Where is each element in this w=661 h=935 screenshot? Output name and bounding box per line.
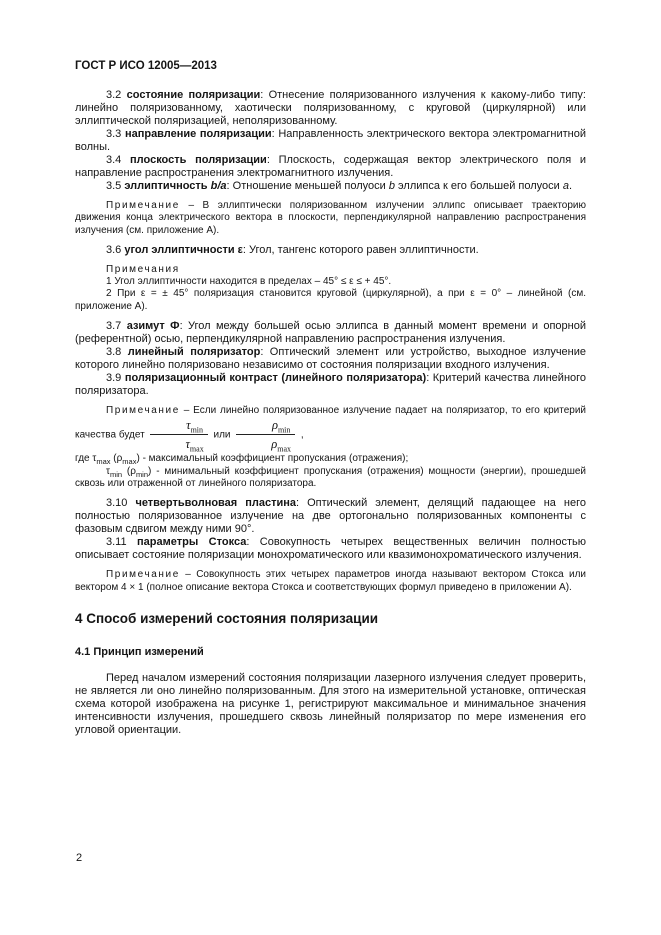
term-number: 3.11 — [106, 536, 127, 549]
where-line-max: где $\tau_{max}$ $(\rho_{max})$ - максимальный коэффициент пропускания (отражения); — [75, 453, 409, 467]
term-paragraph-3-5 — [75, 180, 586, 193]
term-name: четвертьволновая пластина — [135, 497, 296, 510]
term-name: плоскость поляризации — [130, 154, 267, 166]
note-label: Примечание — [106, 200, 180, 211]
document-title: ГОСТ Р ИСО 12005—2013 — [75, 60, 217, 72]
term-definition: : Оптический элемент или устройство, выходное излучение которого линейно поляризовано независимо от состояния поляризации входного излучения. — [75, 346, 587, 372]
note-dash: – — [183, 405, 190, 417]
note-3-9 — [75, 405, 586, 490]
term-number: 3.5 — [106, 180, 122, 192]
note-dash: – — [185, 569, 191, 581]
note-text: Совокупность этих четырех параметров иногда называют вектором Стокса или вектором 4 × 1 (полное описание вектора Стокса и соответствующих формул приведено в приложении А). — [75, 569, 587, 593]
note-item-2: 2 При ε = ± 45° поляризация становится круговой (циркулярной), а при ε = 0° – линейной (см. приложение А). — [75, 288, 586, 312]
term-name: направление поляризации — [124, 128, 272, 140]
note-text: Если линейно поляризованное излучение падает на поляризатор, то его критерий качества будет — [75, 405, 587, 442]
term-definition: : Критерий качества линейного поляризатора. — [75, 372, 587, 398]
term-number: 3.2 — [106, 89, 122, 101]
term-definition: : Плоскость, содержащая вектор электрического поля и направление распространения электромагнитного излучения. — [75, 154, 587, 179]
term-number: 3.10 — [106, 497, 128, 510]
fraction-tau: $\frac{\tau_{min}}{\tau_{max}}$ — [150, 418, 207, 452]
term-paragraph-3-8 — [75, 346, 586, 372]
note-label: Примечание — [106, 569, 180, 581]
where-line-min: $\tau_{min}$ $(\rho_{min})$ - минимальный коэффициент пропускания (отражения) мощности (энергии), прошедшей сквозь или отраженной от линейного поляризатора. — [75, 465, 586, 489]
note-3-5 — [75, 200, 586, 237]
note-label: Примечание — [106, 405, 180, 417]
term-paragraph-3-7 — [75, 320, 586, 346]
notes-label: Примечания — [106, 263, 180, 275]
term-number: 3.8 — [106, 346, 122, 359]
term-name: линейный поляризатор — [127, 346, 261, 359]
term-paragraph-3-3 — [75, 128, 586, 154]
note-item-1: 1 Угол эллиптичности находится в пределах – 45° ≤ ε ≤ + 45°. — [106, 276, 392, 288]
formula-where-list — [75, 453, 586, 490]
comma: , — [300, 430, 304, 442]
section-4-heading: 4 Способ измерений состояния поляризации — [75, 610, 379, 626]
term-paragraph-3-6 — [75, 244, 586, 257]
or-word: или — [213, 430, 231, 442]
term-definition: : Угол между большей осью эллипса в данный момент времени и опорной (референтной) осью, перпендикулярной направлению распространения излучения. — [75, 320, 587, 346]
term-name: эллиптичность — [124, 180, 208, 192]
note-text: В эллиптически поляризованном излучении эллипс описывает траекторию движения конца электрического вектора в плоскости, перпендикулярной направлению распространения излучения (см. приложение А). — [75, 200, 587, 236]
term-number: 3.9 — [106, 372, 122, 385]
section-4-1-subheading: 4.1 Принцип измерений — [75, 645, 204, 658]
term-name: состояние поляризации — [126, 89, 261, 101]
fraction-rho: $\frac{\rho_{min}}{\rho_{max}}$ — [236, 418, 295, 452]
page-number: 2 — [76, 852, 83, 864]
note-dash: – — [188, 200, 194, 211]
term-paragraph-3-10 — [75, 497, 586, 536]
term-definition: : Направленность электрического вектора электромагнитной волны. — [75, 128, 587, 153]
section-4-1-paragraph: Перед началом измерений состояния поляризации лазерного излучения следует проверить, не является ли оно линейно поляризованным. Для этого на измерительной установке, оптическая схема которой изображена на рисунке 1, регистрируют максимальное и минимальное значения интенсивности излучения, прошедшего сквозь линейный поляризатор по мере изменения его угловой ориентации. — [75, 671, 586, 736]
term-name: угол эллиптичности ε — [124, 243, 243, 256]
term-definition: : Отношение меньшей полуоси b эллипса к его большей полуоси a. — [226, 180, 573, 192]
term-name: азимут Ф — [126, 320, 180, 333]
term-paragraph-3-9 — [75, 372, 586, 398]
term-name: параметры Стокса — [137, 536, 247, 549]
term-definition: : Угол, тангенс которого равен эллиптичности. — [242, 243, 479, 256]
term-paragraph-3-2 — [75, 89, 586, 128]
term-paragraph-3-4 — [75, 154, 586, 180]
term-number: 3.6 — [106, 243, 122, 256]
term-number: 3.4 — [106, 154, 122, 166]
note-3-11 — [75, 569, 586, 594]
term-definition: : Совокупность четырех вещественных величин полностью описывает состояние поляризации монохроматического или квазимонохроматического излучения. — [75, 536, 586, 562]
term-definition: : Отнесение поляризованного излучения к какому-либо типу: линейно поляризованному, хаотически поляризованному, с круговой (циркулярной) или эллиптической поляризацией, неполяризованному. — [75, 89, 586, 127]
term-name: поляризационный контраст (линейного поляризатора) — [124, 372, 427, 385]
notes-3-6 — [75, 264, 586, 313]
term-number: 3.7 — [106, 320, 122, 333]
term-symbol: b/a — [210, 180, 227, 192]
term-paragraph-3-11 — [75, 536, 586, 562]
term-number: 3.3 — [106, 128, 122, 140]
term-definition: : Оптический элемент, делящий падающее на него полностью поляризованное излучение на две ортогонально поляризованных компоненты с фазовым сдвигом между ними 90°. — [75, 497, 586, 536]
